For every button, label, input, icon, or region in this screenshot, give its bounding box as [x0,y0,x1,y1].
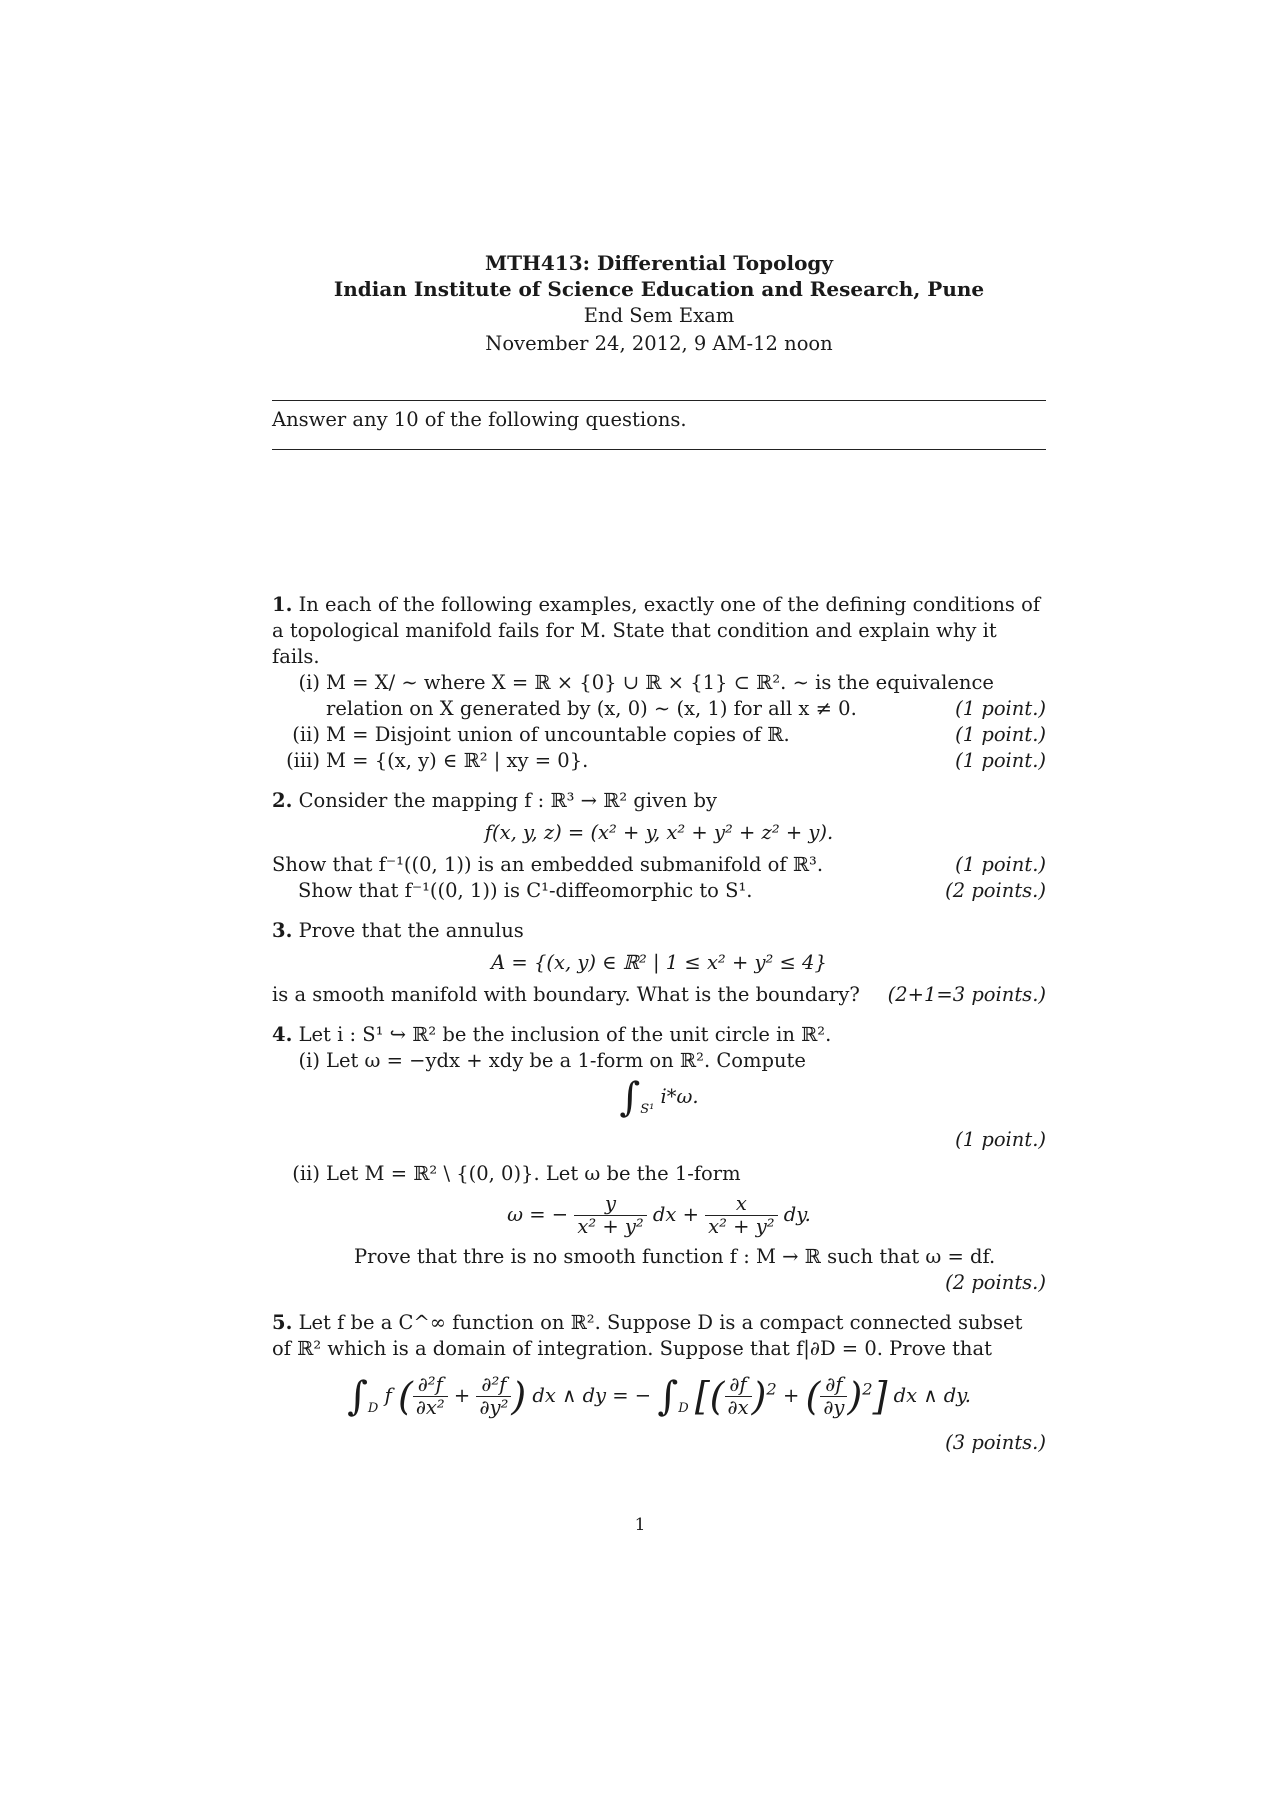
integral-sign-icon: ∫ [347,1373,368,1420]
fraction [705,1193,777,1238]
item-text: M = Disjoint union of uncountable copies of ℝ. [326,723,790,746]
denominator: ∂x² [415,1396,445,1419]
question-2 [272,788,1046,904]
item-text: Let ω = −ydx + xdy be a 1-form on ℝ². Compute [326,1049,806,1072]
fraction [413,1374,448,1419]
instructions: Answer any 10 of the following questions. [272,408,687,431]
fraction [574,1193,646,1238]
left-paren-icon: ( [709,1374,725,1419]
exam-page [272,250,1046,1456]
question-text: Prove that the annulus [298,919,524,942]
omega-formula [272,1193,1046,1238]
question-text: Consider the mapping f : ℝ³ → ℝ² given by [298,789,717,812]
formula-part: f [384,1384,392,1407]
integral-sign-icon: ∫ [619,1074,641,1121]
formula-part: dy. [783,1203,811,1226]
points: (1 point.) [955,853,1046,876]
item-text-cont: relation on X generated by (x, 0) ∼ (x, 1) for all x ≠ 0. [326,697,857,720]
question-number: 5. [272,1311,293,1334]
item-label: (i) [298,1049,320,1072]
q1-item-ii [272,722,1046,748]
formula-part: + [453,1384,471,1407]
formula-part: dx ∧ dy. [893,1384,971,1407]
question-text: In each of the following examples, exactly one of the defining conditions of a topological manifold fails for M. State that condition and explain why it fails. [272,593,1041,668]
question-3 [272,918,1046,1008]
points: (2+1=3 points.) [887,983,1046,1006]
exam-name: End Sem Exam [583,304,735,327]
page-number: 1 [634,1515,646,1535]
q4-prove-text: Prove that thre is no smooth function f : M → ℝ such that ω = df. [354,1245,996,1268]
item-text: Let M = ℝ² \ {(0, 0)}. Let ω be the 1-form [326,1162,741,1185]
q4-item-i [272,1048,1046,1074]
points: (1 point.) [955,1128,1046,1151]
left-paren-icon: ( [805,1374,821,1419]
numerator: x [705,1193,777,1216]
question-number: 4. [272,1023,293,1046]
question-text: Let f be a C^∞ function on ℝ². Suppose D is a compact connected subset of ℝ² which is a domain of integration. Suppose that f|∂D = 0. Prove that [272,1311,1023,1360]
display-formula: f(x, y, z) = (x² + y, x² + y² + z² + y). [484,821,834,844]
question-number: 1. [272,593,293,616]
course-title: MTH413: Differential Topology [484,251,834,275]
points: (1 point.) [955,723,1046,746]
part-2-text: Show that f⁻¹((0, 1)) is C¹-diffeomorphic to S¹. [298,879,753,902]
numerator: y [574,1193,646,1216]
numerator: ∂²f [476,1374,511,1397]
numerator: ∂²f [413,1374,448,1397]
part-1-text: Show that f⁻¹((0, 1)) is an embedded submanifold of ℝ³. [272,853,824,876]
formula-part: + [782,1384,800,1407]
denominator: ∂x [727,1396,749,1419]
right-paren-icon: ) [751,1374,767,1419]
formula-part: dx + [652,1203,699,1226]
points: (1 point.) [955,697,1046,720]
q1-item-iii [272,748,1046,774]
item-label: (iii) [286,749,320,772]
left-paren-icon: ( [397,1374,413,1419]
denominator: x² + y² [577,1215,644,1238]
left-bracket-icon: [ [694,1374,710,1419]
institute-name: Indian Institute of Science Education and Research, Pune [333,277,985,301]
fraction [725,1374,752,1419]
q4-item-ii [272,1161,1046,1187]
item-label: (ii) [292,1162,320,1185]
display-formula: A = {(x, y) ∈ ℝ² | 1 ≤ x² + y² ≤ 4} [491,951,827,974]
exponent: 2 [766,1379,777,1399]
points: (2 points.) [945,1271,1046,1294]
integral-domain: D [678,1401,689,1416]
item-label: (ii) [292,723,320,746]
denominator: ∂y [823,1396,845,1419]
formula-part: dx ∧ dy = − [532,1384,652,1407]
question-text-cont: is a smooth manifold with boundary. What is the boundary? [272,983,860,1006]
denominator: ∂y² [479,1396,509,1419]
question-number: 2. [272,789,293,812]
fraction [476,1374,511,1419]
item-label: (i) [298,671,320,694]
item-text: M = X/ ∼ where X = ℝ × {0} ∪ ℝ × {1} ⊂ ℝ². ∼ is the equivalence [326,671,994,694]
points: (1 point.) [955,749,1046,772]
exponent: 2 [862,1379,873,1399]
question-text: Let i : S¹ ↪ ℝ² be the inclusion of the unit circle in ℝ². [298,1023,832,1046]
formula-part: ω = − [507,1203,569,1226]
question-4 [272,1022,1046,1296]
integral-domain: S¹ [640,1102,655,1117]
question-1 [272,592,1046,774]
points: (2 points.) [945,879,1046,902]
integral-domain: D [367,1401,379,1416]
item-text: M = {(x, y) ∈ ℝ² | xy = 0}. [326,749,589,772]
denominator: x² + y² [708,1215,775,1238]
exam-header [272,250,1046,358]
fraction [820,1374,847,1419]
exam-date: November 24, 2012, 9 AM-12 noon [485,332,833,355]
question-number: 3. [272,919,293,942]
numerator: ∂f [820,1374,847,1397]
right-paren-icon: ) [511,1374,527,1419]
laplacian-formula [272,1374,1046,1422]
points: (3 points.) [945,1431,1046,1454]
q1-item-i [272,670,1046,722]
numerator: ∂f [725,1374,752,1397]
right-paren-icon: ) [847,1374,863,1419]
integrand: i*ω. [660,1085,699,1108]
integral-sign-icon: ∫ [657,1373,679,1420]
right-bracket-icon: ] [872,1374,888,1419]
question-5 [272,1310,1046,1456]
integral-formula [272,1074,1046,1123]
